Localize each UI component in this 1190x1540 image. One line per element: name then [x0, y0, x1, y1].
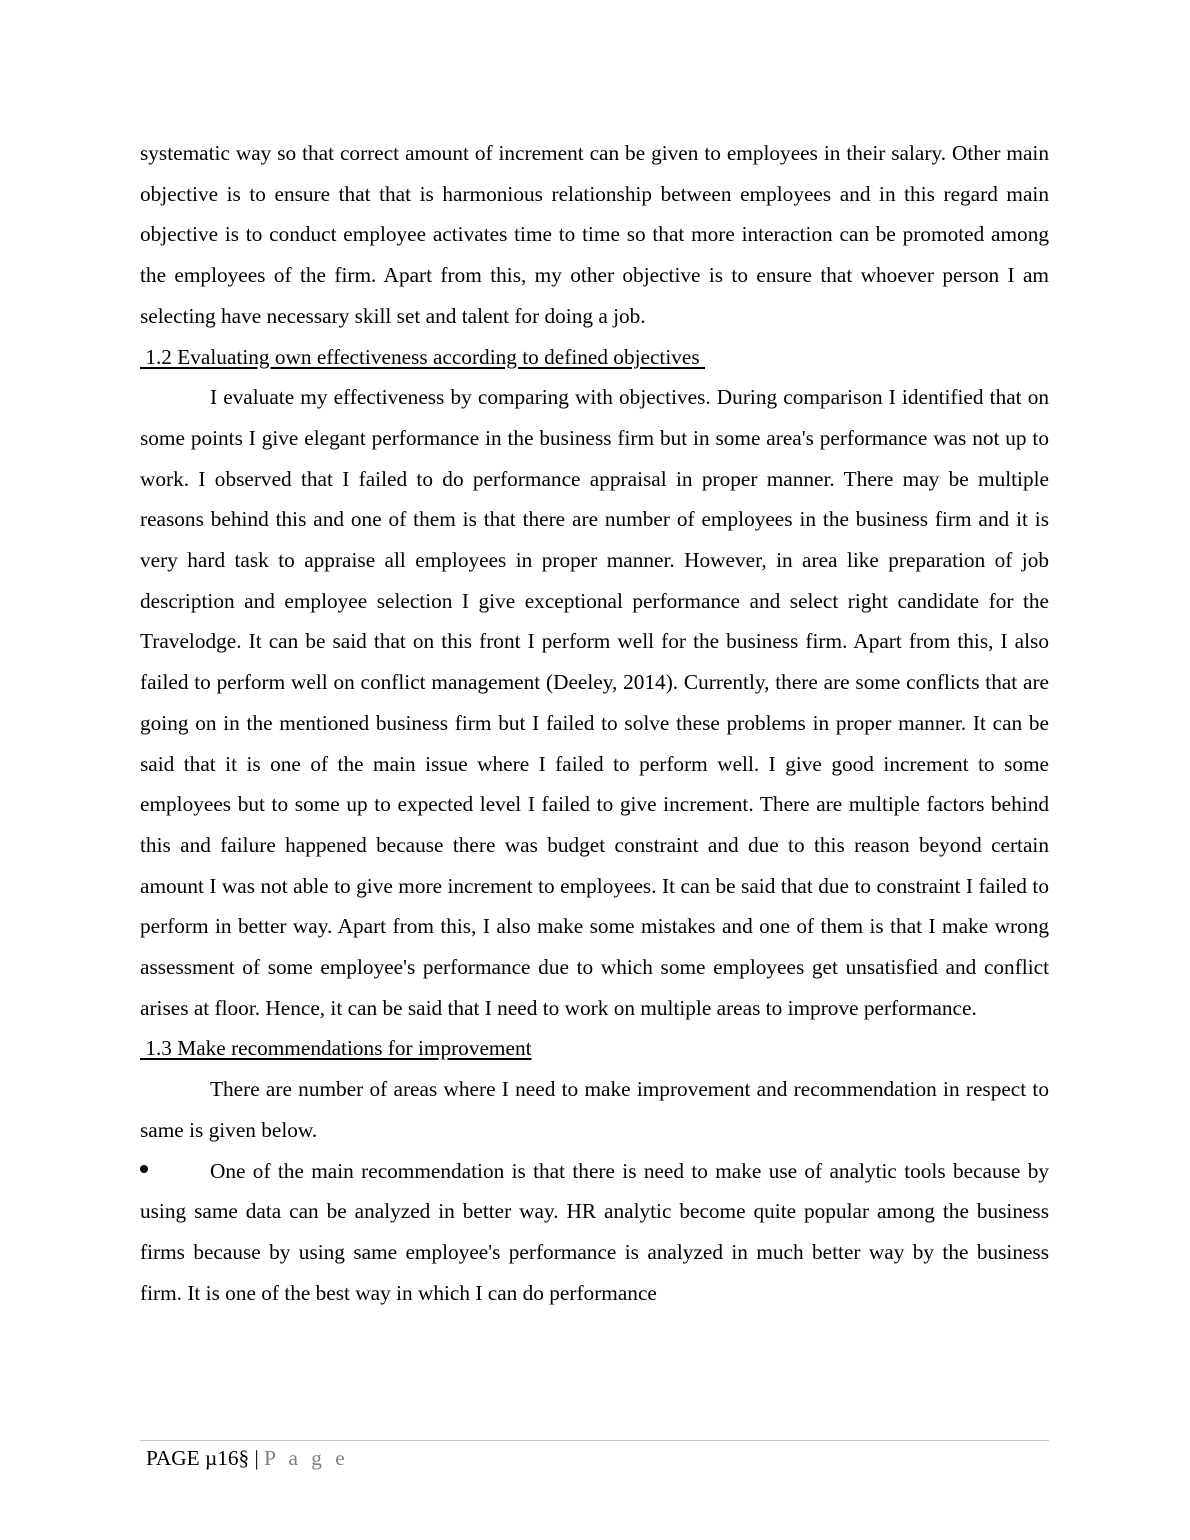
document-body — [140, 133, 1049, 1313]
paragraph-evaluation: I evaluate my effectiveness by comparing with objectives. During comparison I identified that on some points I give elegant performance in the business firm but in some area's performance was not up to work. I observed that I failed to do performance appraisal in proper manner. There may be multiple reasons behind this and one of them is that there are number of employees in the business firm and it is very hard task to appraise all employees in proper manner. However, in area like preparation of job description and employee selection I give exceptional performance and select right candidate for the Travelodge. It can be said that on this front I perform well for the business firm. Apart from this, I also failed to perform well on conflict management (Deeley, 2014). Currently, there are some conflicts that are going on in the mentioned business firm but I failed to solve these problems in proper manner. It can be said that it is one of the main issue where I failed to perform well. I give good increment to some employees but to some up to expected level I failed to give increment. There are multiple factors behind this and failure happened because there was budget constraint and due to this reason beyond certain amount I was not able to give more increment to employees. It can be said that due to constraint I failed to perform in better way. Apart from this, I also make some mistakes and one of them is that I make wrong assessment of some employee's performance due to which some employees get unsatisfied and conflict arises at floor. Hence, it can be said that I need to work on multiple areas to improve performance. — [140, 385, 1049, 1020]
paragraph-recommendations-intro: There are number of areas where I need to make improvement and recommendation in respect to same is given below. — [140, 1077, 1049, 1142]
page-word: P a g e — [264, 1446, 349, 1470]
heading-1-3: 1.3 Make recommendations for improvement — [140, 1036, 532, 1061]
heading-1-2: 1.2 Evaluating own effectiveness according to defined objectives — [140, 344, 705, 369]
paragraph-objectives: systematic way so that correct amount of increment can be given to employees in their salary. Other main objective is to ensure that that is harmonious relationship between employees and in this regard main objective is to conduct employee activates time to time so that more interaction can be promoted among the employees of the firm. Apart from this, my other objective is to ensure that whoever person I am selecting have necessary skill set and talent for doing a job. — [140, 141, 1049, 328]
bullet-icon — [140, 1165, 148, 1173]
bullet-text: One of the main recommendation is that there is need to make use of analytic tools because by using same data can be analyzed in better way. HR analytic become quite popular among the business firms because by using same employee's performance is analyzed in much better way by the business firm. It is one of the best way in which I can do performance — [140, 1158, 1049, 1305]
page-number-field: PAGE µ16§ | — [146, 1446, 265, 1470]
bullet-item — [140, 1151, 1049, 1314]
footer-text — [146, 1444, 1049, 1472]
page-footer — [140, 1440, 1049, 1472]
